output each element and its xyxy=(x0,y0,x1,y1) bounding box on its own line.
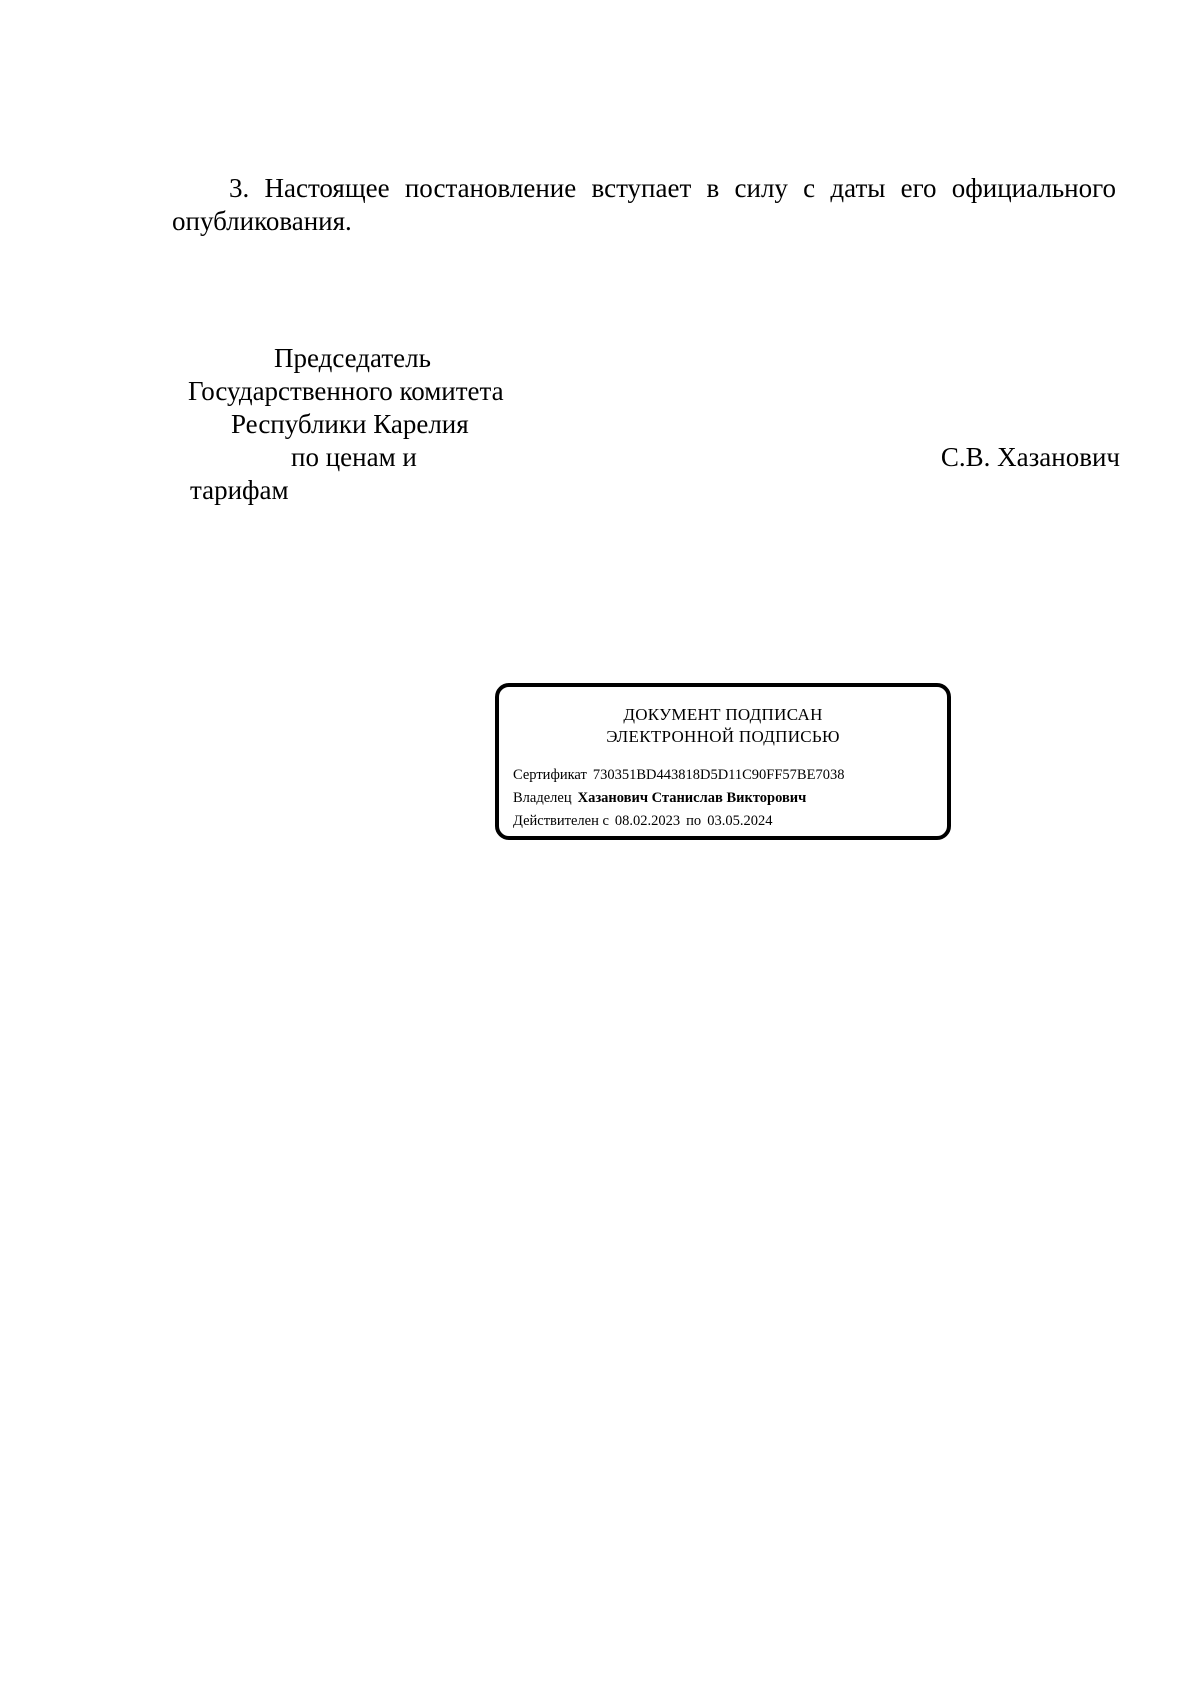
signer-position-line-5: тарифам xyxy=(190,475,289,505)
stamp-certificate-label: Сертификат xyxy=(513,767,587,783)
signer-position-line-2: Государственного комитета xyxy=(188,376,504,406)
signer-position-line-4: по ценам и xyxy=(291,442,417,472)
stamp-certificate-row xyxy=(513,766,844,784)
stamp-valid-to-label: по xyxy=(686,813,702,829)
stamp-title-line-2: ЭЛЕКТРОННОЙ ПОДПИСЬЮ xyxy=(606,727,840,746)
signer-position-line-3: Республики Карелия xyxy=(231,409,469,439)
stamp-valid-label: Действителен с xyxy=(513,813,609,829)
paragraph-3: 3. Настоящее постановление вступает в силу с даты его официального опубликования. xyxy=(172,173,1116,236)
stamp-owner-value: Хазанович Станислав Викторович xyxy=(577,790,807,806)
electronic-signature-stamp xyxy=(495,683,951,840)
stamp-owner-label: Владелец xyxy=(513,790,572,806)
signer-position-line-1: Председатель xyxy=(274,343,431,373)
stamp-owner-row xyxy=(513,789,806,807)
stamp-valid-from: 08.02.2023 xyxy=(614,813,681,829)
stamp-validity-row xyxy=(513,812,772,830)
stamp-certificate-value: 730351BD443818D5D11C90FF57BE7038 xyxy=(592,767,845,783)
signer-name: С.В. Хазанович xyxy=(940,442,1120,472)
signature-block xyxy=(172,342,1132,512)
stamp-title-line-1: ДОКУМЕНТ ПОДПИСАН xyxy=(623,705,823,724)
stamp-valid-to: 03.05.2024 xyxy=(707,813,773,829)
